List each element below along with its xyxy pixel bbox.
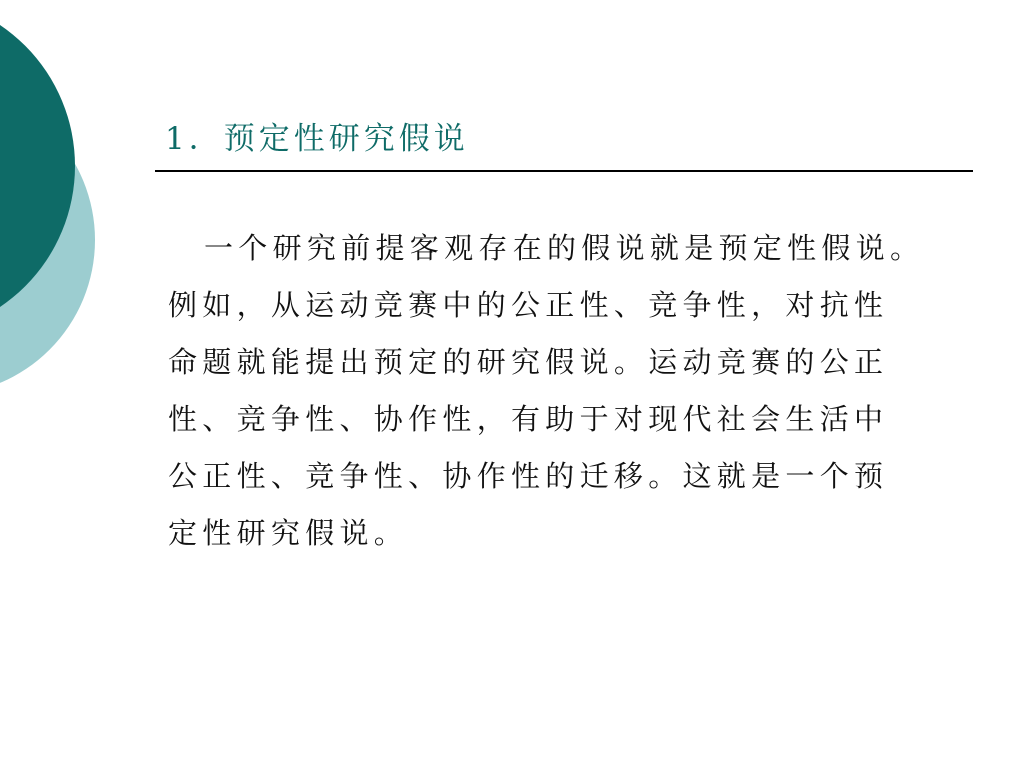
paragraph-line: 公正性、竞争性、协作性的迁移。这就是一个预 [168,459,889,493]
body-paragraph [168,220,928,562]
paragraph-line: 性、竞争性、协作性，有助于对现代社会生活中 [168,402,889,436]
paragraph-line: 例如，从运动竞赛中的公正性、竞争性，对抗性 [168,288,889,322]
slide-title: 1．预定性研究假说 [165,121,469,157]
title-divider [155,170,973,172]
paragraph-line: 命题就能提出预定的研究假说。运动竞赛的公正 [168,345,889,379]
paragraph-line: 一个研究前提客观存在的假说就是预定性假说。 [204,231,925,265]
paragraph-line: 定性研究假说。 [168,516,409,550]
